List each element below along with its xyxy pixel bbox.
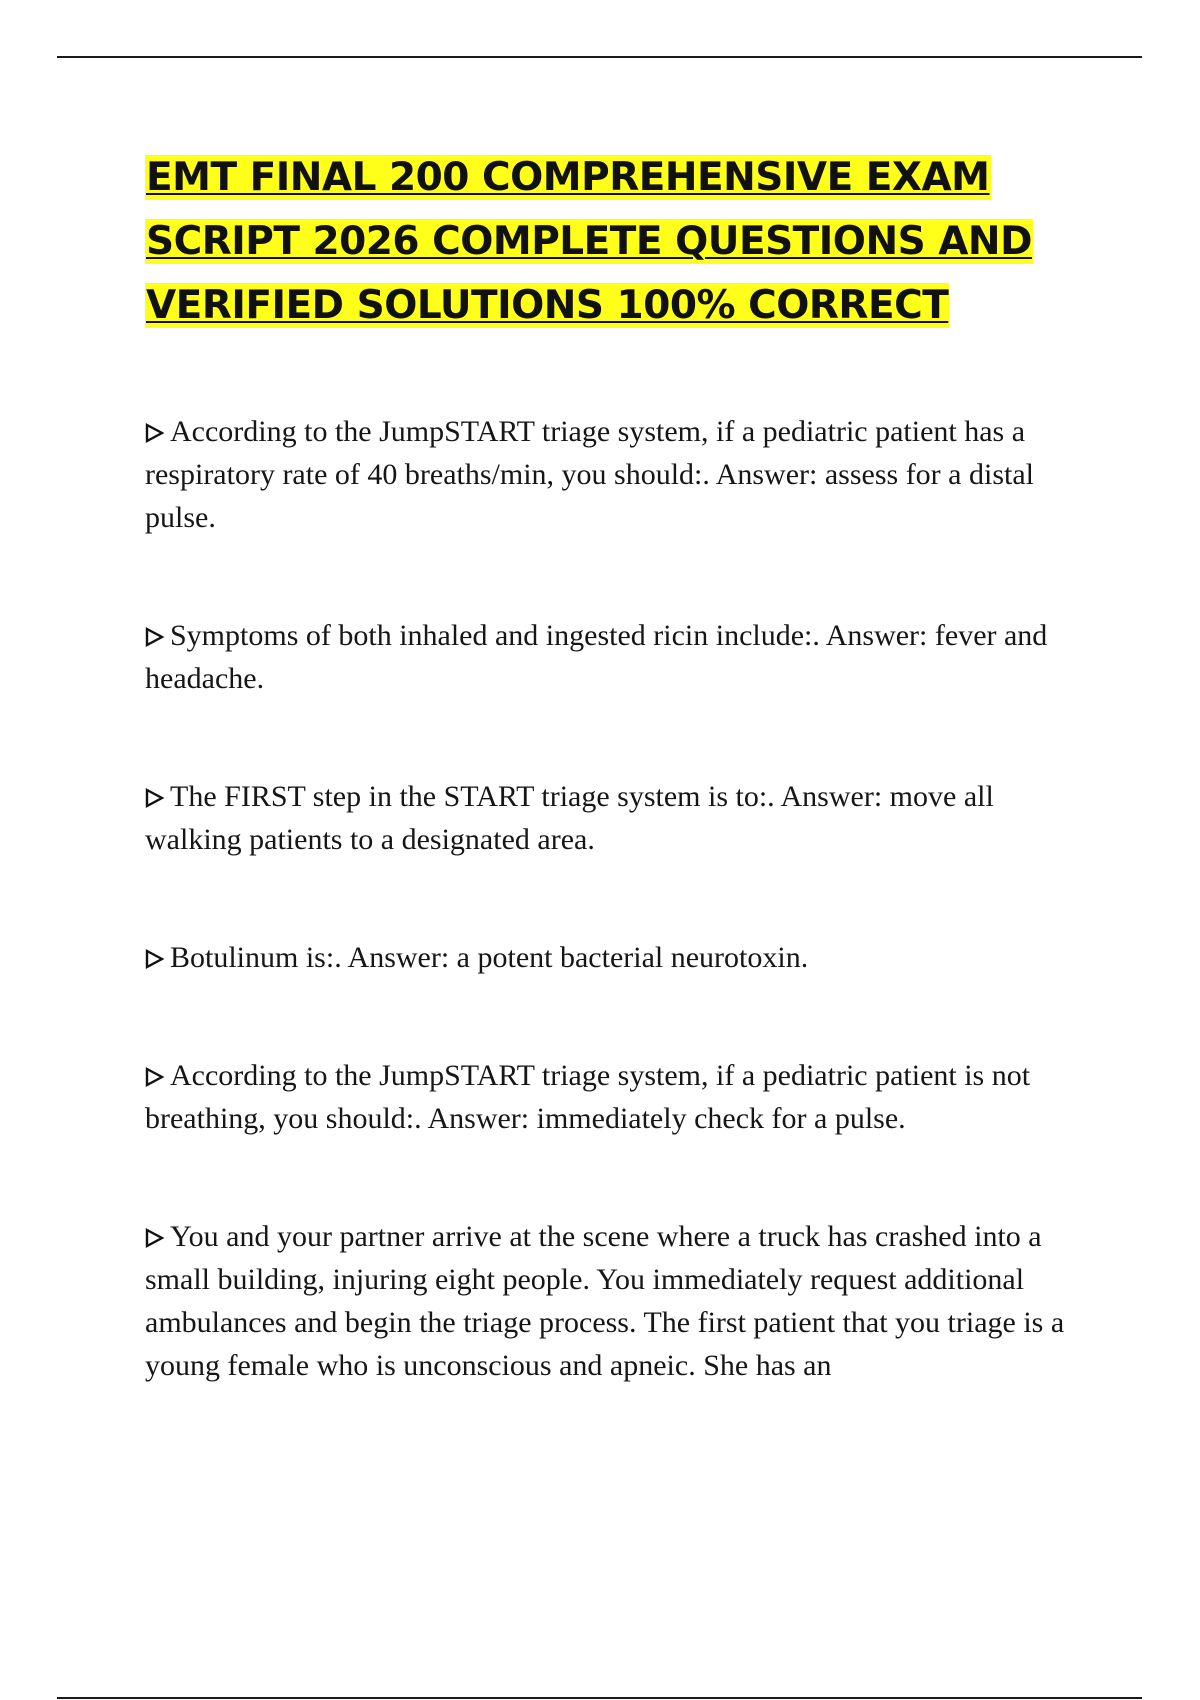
qa-item bbox=[145, 410, 1090, 539]
qa-item bbox=[145, 1054, 1090, 1140]
qa-item bbox=[145, 936, 1090, 979]
triangle-right-outline-icon bbox=[145, 1054, 164, 1097]
qa-item bbox=[145, 1215, 1090, 1387]
triangle-right-outline-icon bbox=[145, 1215, 164, 1258]
bottom-rule bbox=[57, 1697, 1142, 1699]
triangle-right-outline-icon bbox=[145, 936, 164, 979]
qa-text: According to the JumpSTART triage system, if a pediatric patient has a respiratory rate of 40 breaths/min, you should:. Answer: assess for a distal pulse. bbox=[145, 415, 1034, 534]
qa-text: Symptoms of both inhaled and ingested ricin include:. Answer: fever and headache. bbox=[145, 619, 1048, 695]
qa-text: You and your partner arrive at the scene where a truck has crashed into a small building, injuring eight people. You immediately request additional ambulances and begin the triage process. The first patient that you triage is a young female who is unconscious and apneic. She has an bbox=[145, 1220, 1065, 1382]
qa-text: Botulinum is:. Answer: a potent bacterial neurotoxin. bbox=[170, 941, 809, 974]
qa-text: According to the JumpSTART triage system, if a pediatric patient is not breathing, you should:. Answer: immediately check for a pulse. bbox=[145, 1059, 1031, 1135]
title-highlight: EMT FINAL 200 COMPREHENSIVE EXAM SCRIPT 2026 COMPLETE QUESTIONS AND VERIFIED SOLUTIONS 100% CORRECT bbox=[146, 155, 1032, 328]
document-title bbox=[145, 146, 1075, 338]
qa-text: The FIRST step in the START triage system is to:. Answer: move all walking patients to a designated area. bbox=[145, 780, 994, 856]
top-rule bbox=[57, 56, 1142, 58]
question-answer-list bbox=[145, 410, 1090, 1462]
triangle-right-outline-icon bbox=[145, 410, 164, 453]
triangle-right-outline-icon bbox=[145, 775, 164, 818]
qa-item bbox=[145, 775, 1090, 861]
qa-item bbox=[145, 614, 1090, 700]
triangle-right-outline-icon bbox=[145, 614, 164, 657]
